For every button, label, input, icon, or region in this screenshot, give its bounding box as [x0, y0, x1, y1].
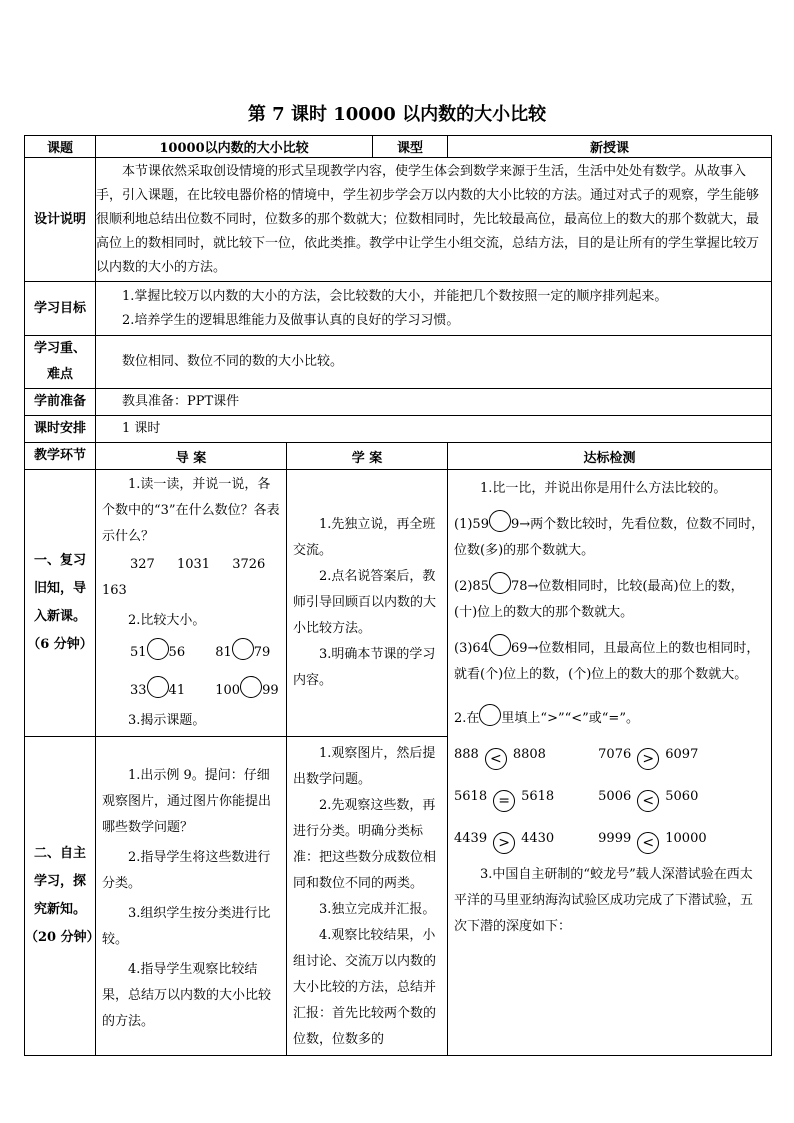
cmp-left: 33: [130, 683, 147, 698]
study-item: 3.明确本节课的学习内容。: [293, 647, 436, 688]
fill-right: 4430: [521, 831, 555, 846]
lesson-plan-table: [24, 135, 772, 1056]
col-check: 达标检测: [448, 443, 772, 470]
blank-circle: [489, 572, 511, 594]
blank-circle: [479, 704, 501, 726]
sec1-guide-q3: 3.揭示课题。: [128, 713, 206, 728]
key-label: [25, 336, 96, 389]
blank-circle: [240, 676, 262, 698]
sec2-label-l4: （20 分钟）: [25, 930, 100, 945]
fill-answer: >: [637, 748, 659, 770]
time-label: 课时安排: [25, 416, 96, 443]
goal-item: 2.培养学生的逻辑思维能力及做事认真的良好的学习习惯。: [122, 312, 460, 328]
guide-item: 2.指导学生将这些数进行分类。: [102, 850, 271, 891]
check-a1-pre: (1)59: [454, 517, 489, 532]
check-a3-post: 69→位数相同，且最高位上的数也相同时，就看(个)位上的数，(个)位上的数大的那个数就大。: [454, 641, 760, 682]
key-label-line1: 学习重、: [33, 341, 86, 356]
fill-answer: <: [637, 832, 659, 854]
sec2-label: [25, 737, 100, 1056]
fill-left: 9999: [598, 831, 632, 846]
sec1-nums: [102, 552, 280, 578]
sec1-guide-q1: 1.读一读，并说一说，各个数中的“3”在什么数位？各表示什么？: [102, 477, 280, 544]
fill-left: 4439: [454, 831, 488, 846]
sec1-label-l1: 一、复习: [33, 553, 86, 568]
sec2-label-l1: 二、自主: [33, 846, 86, 861]
blank-circle: [232, 638, 254, 660]
guide-item: 4.指导学生观察比较结果，总结万以内数的大小比较的方法。: [102, 962, 272, 1029]
design-label: 设计说明: [25, 158, 96, 282]
check-q2-pre: 2.在: [454, 711, 480, 726]
fill-left: 5006: [598, 789, 632, 804]
cmp-right: 41: [168, 683, 186, 698]
col-study: 学 案: [287, 443, 448, 470]
blank-circle: [489, 510, 511, 532]
sec2-label-l2: 学习，探: [33, 874, 86, 889]
sec1-label-l2: 旧知，导: [33, 581, 86, 596]
study-item: 1.先独立说，再全班交流。: [293, 517, 436, 558]
design-text: 本节课依然采取创设情境的形式呈现教学内容，使学生体会到数学来源于生活，生活中处处有数学。从故事入手，引入课题，在比较电器价格的情境中，学生初步学会万以内数的大小比较的方法。通过对式子的观察，学生能够很顺利地总结出位数不同时，位数多的那个数就大；位数相同时，先比较最高位，最高位上的数大的那个数就大，最高位上的数相同时，就比较下一位，依此类推。教学中让学生小组交流，总结方法，目的是让所有的学生掌握比较万以内数的大小的方法。: [96, 158, 772, 282]
sec2-label-l3: 究新知。: [33, 902, 86, 917]
topic-value: 10000以内数的大小比较: [96, 136, 373, 158]
fill-row: [454, 784, 765, 812]
study-item: 1.观察图片，然后提出数学问题。: [293, 746, 436, 787]
check-cell: [448, 470, 772, 1056]
study-item: 3.独立完成并汇报。: [319, 902, 436, 917]
fill-left: 888: [454, 747, 479, 762]
goals-label: 学习目标: [25, 282, 96, 336]
sec1-label-l4: （6 分钟）: [27, 637, 93, 652]
fill-right: 8808: [512, 747, 546, 762]
topic-label: 课题: [25, 136, 96, 158]
goals-cell: [96, 282, 772, 336]
fill-answer: <: [637, 790, 659, 812]
fill-right: 5618: [521, 789, 555, 804]
check-q2-post: 里填上“>”“<”或“=”。: [501, 711, 639, 726]
prep-label: 学前准备: [25, 389, 96, 416]
cmp-right: 56: [168, 645, 186, 660]
num: 3726: [232, 557, 266, 572]
blank-circle: [147, 638, 169, 660]
prep-text: 教具准备：PPT课件: [96, 389, 772, 416]
fill-right: 6097: [665, 747, 699, 762]
check-a2-post: 78→位数相同时，比较(最高)位上的数，(十)位上的数大的那个数就大。: [454, 579, 744, 620]
sec1-study: [287, 470, 448, 737]
fill-left: 5618: [454, 789, 488, 804]
check-q3: 3.中国自主研制的“蛟龙号”载人深潜试验在西太平洋的马里亚纳海沟试验区成功完成了下潜试验，五次下潜的深度如下：: [454, 867, 754, 934]
cmp-left: 51: [130, 645, 147, 660]
cmp-right: 79: [253, 645, 271, 660]
fill-row: [454, 742, 765, 770]
compare-row: [102, 676, 280, 704]
type-value: 新授课: [448, 136, 772, 158]
key-label-line2: 难点: [46, 367, 73, 382]
guide-item: 3.组织学生按分类进行比较。: [102, 906, 271, 947]
col-guide: 导 案: [96, 443, 287, 470]
study-item: 2.先观察这些数，再进行分类。明确分类标准：把这些数分成数位相同和数位不同的两类。: [293, 798, 437, 891]
sec1-label-l3: 入新课。: [33, 609, 86, 624]
cmp-left: 81: [215, 645, 232, 660]
num: 327: [130, 557, 155, 572]
col-stage: 教学环节: [25, 443, 96, 470]
study-item: 2.点名说答案后，教师引导回顾百以内数的大小比较方法。: [293, 569, 437, 636]
blank-circle: [489, 634, 511, 656]
fill-right: 5060: [665, 789, 699, 804]
sec1-guide-q2: 2.比较大小。: [128, 613, 206, 628]
type-label: 课型: [373, 136, 448, 158]
sec1-guide: [96, 470, 287, 737]
fill-answer: <: [485, 748, 507, 770]
fill-answer: =: [493, 790, 515, 812]
sec2-study: [287, 737, 448, 1056]
check-q1: 1.比一比，并说出你是用什么方法比较的。: [480, 481, 727, 496]
page-title: 第 7 课时 10000 以内数的大小比较: [247, 104, 547, 125]
fill-row: [454, 826, 765, 854]
guide-item: 1.出示例 9。提问：仔细观察图片，通过图片你能提出哪些数学问题？: [102, 768, 272, 835]
key-text: 数位相同、数位不同的数的大小比较。: [96, 336, 772, 389]
fill-answer: >: [493, 832, 515, 854]
cmp-right: 99: [262, 683, 279, 698]
check-q2: [454, 704, 765, 732]
fill-left: 7076: [598, 747, 632, 762]
cmp-left: 100: [215, 683, 241, 698]
check-a2-pre: (2)85: [454, 579, 489, 594]
time-text: 1 课时: [96, 416, 772, 443]
blank-circle: [147, 676, 169, 698]
check-a1: [454, 510, 765, 564]
sec1-label: [25, 470, 96, 737]
check-a1-post: 9→两个数比较时，先看位数，位数不同时，位数(多)的那个数就大。: [454, 517, 765, 558]
num: 163: [102, 583, 127, 598]
goal-item: 1.掌握比较万以内数的大小的方法，会比较数的大小，并能把几个数按照一定的顺序排列起来。: [122, 288, 668, 304]
check-a3: [454, 634, 765, 688]
study-item: 4.观察比较结果，小组讨论、交流万以内数的大小比较的方法，总结并汇报：首先比较两个数的位数，位数多的: [293, 928, 437, 1047]
check-a2: [454, 572, 765, 626]
check-a3-pre: (3)64: [454, 641, 489, 656]
num: 1031: [176, 557, 211, 572]
sec2-guide: [96, 737, 287, 1056]
compare-row: [102, 638, 280, 666]
fill-right: 10000: [665, 831, 707, 846]
